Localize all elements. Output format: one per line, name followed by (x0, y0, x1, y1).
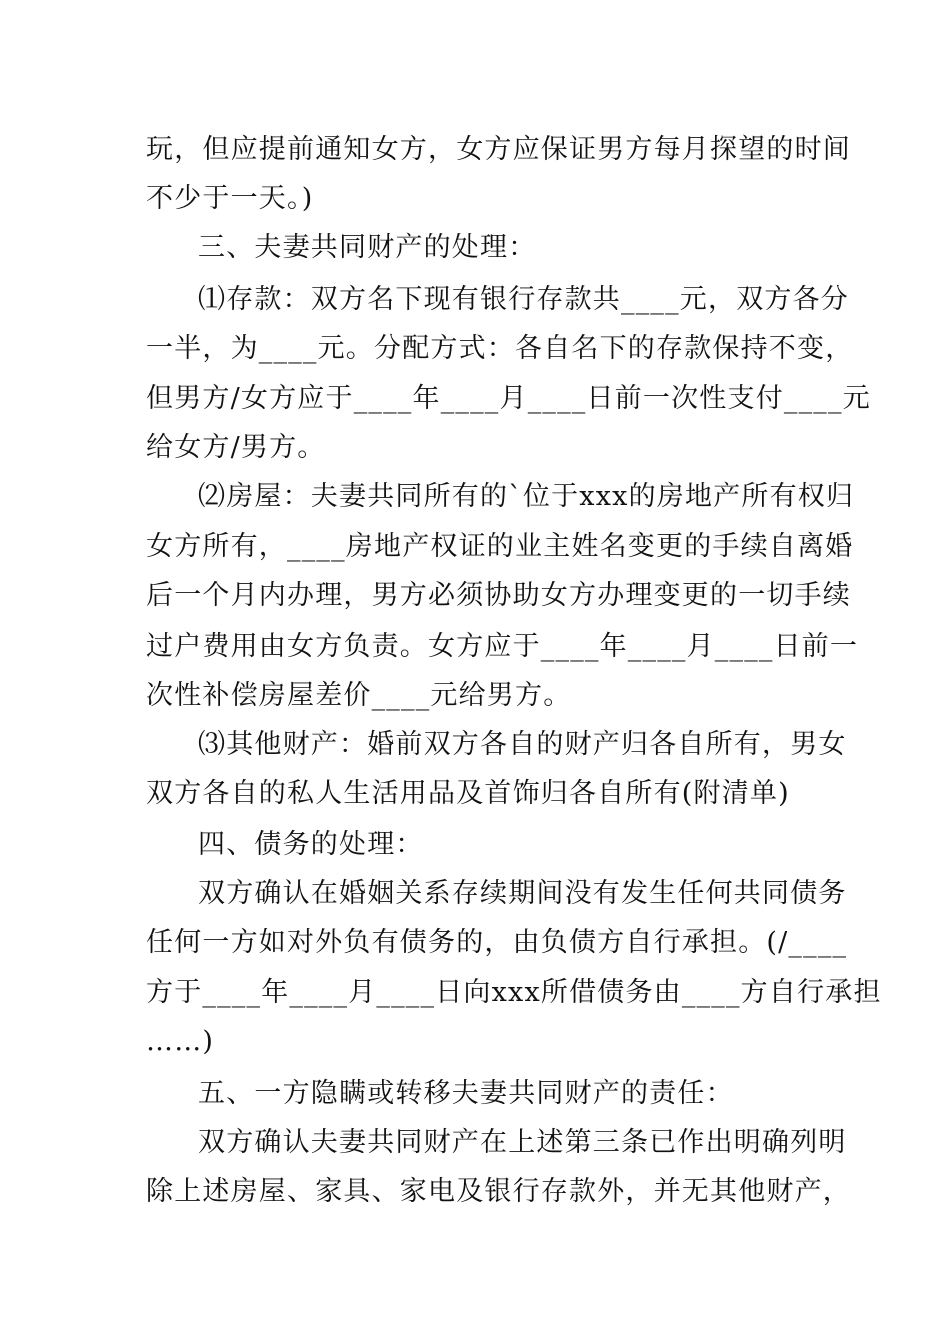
section-heading: 三、夫妻共同财产的处理： (198, 232, 537, 263)
text-line: 但男方/女方应于____年____月____日前一次性支付____元 (146, 383, 871, 414)
text-line: 除上述房屋、家具、家电及银行存款外，并无其他财产， (146, 1176, 851, 1207)
text-line: ⑵房屋：夫妻共同所有的`位于xxx的房地产所有权归 (198, 481, 855, 512)
text-line: 双方确认夫妻共同财产在上述第三条已作出明确列明 (198, 1127, 847, 1158)
text-line: 双方各自的私人生活用品及首饰归各自所有(附清单) (146, 778, 790, 809)
text-line: 任何一方如对外负有债务的，由负债方自行承担。(/____ (146, 927, 848, 958)
text-line: 过户费用由女方负责。女方应于____年____月____日前一 (146, 631, 859, 662)
text-line: 双方确认在婚姻关系存续期间没有发生任何共同债务 (198, 878, 847, 909)
text-line: 给女方/男方。 (146, 432, 326, 463)
text-line: 玩，但应提前通知女方，女方应保证男方每月探望的时间 (146, 134, 851, 165)
text-line: ⑶其他财产：婚前双方各自的财产归各自所有，男女 (198, 729, 847, 760)
section-heading: 五、一方隐瞒或转移夫妻共同财产的责任： (198, 1078, 734, 1109)
text-line: ……) (146, 1026, 215, 1057)
text-line: 一半，为____元。分配方式：各自名下的存款保持不变， (146, 333, 854, 364)
text-line: ⑴存款：双方名下现有银行存款共____元，双方各分 (198, 284, 849, 315)
text-line: 不少于一天。) (146, 183, 314, 214)
text-line: 后一个月内办理，男方必须协助女方办理变更的一切手续 (146, 580, 851, 611)
text-line: 方于____年____月____日向xxx所借债务由____方自行承担 (146, 977, 882, 1008)
text-line: 次性补偿房屋差价____元给男方。 (146, 680, 572, 711)
text-line: 女方所有，____房地产权证的业主姓名变更的手续自离婚 (146, 531, 854, 562)
section-heading: 四、债务的处理： (198, 829, 424, 860)
